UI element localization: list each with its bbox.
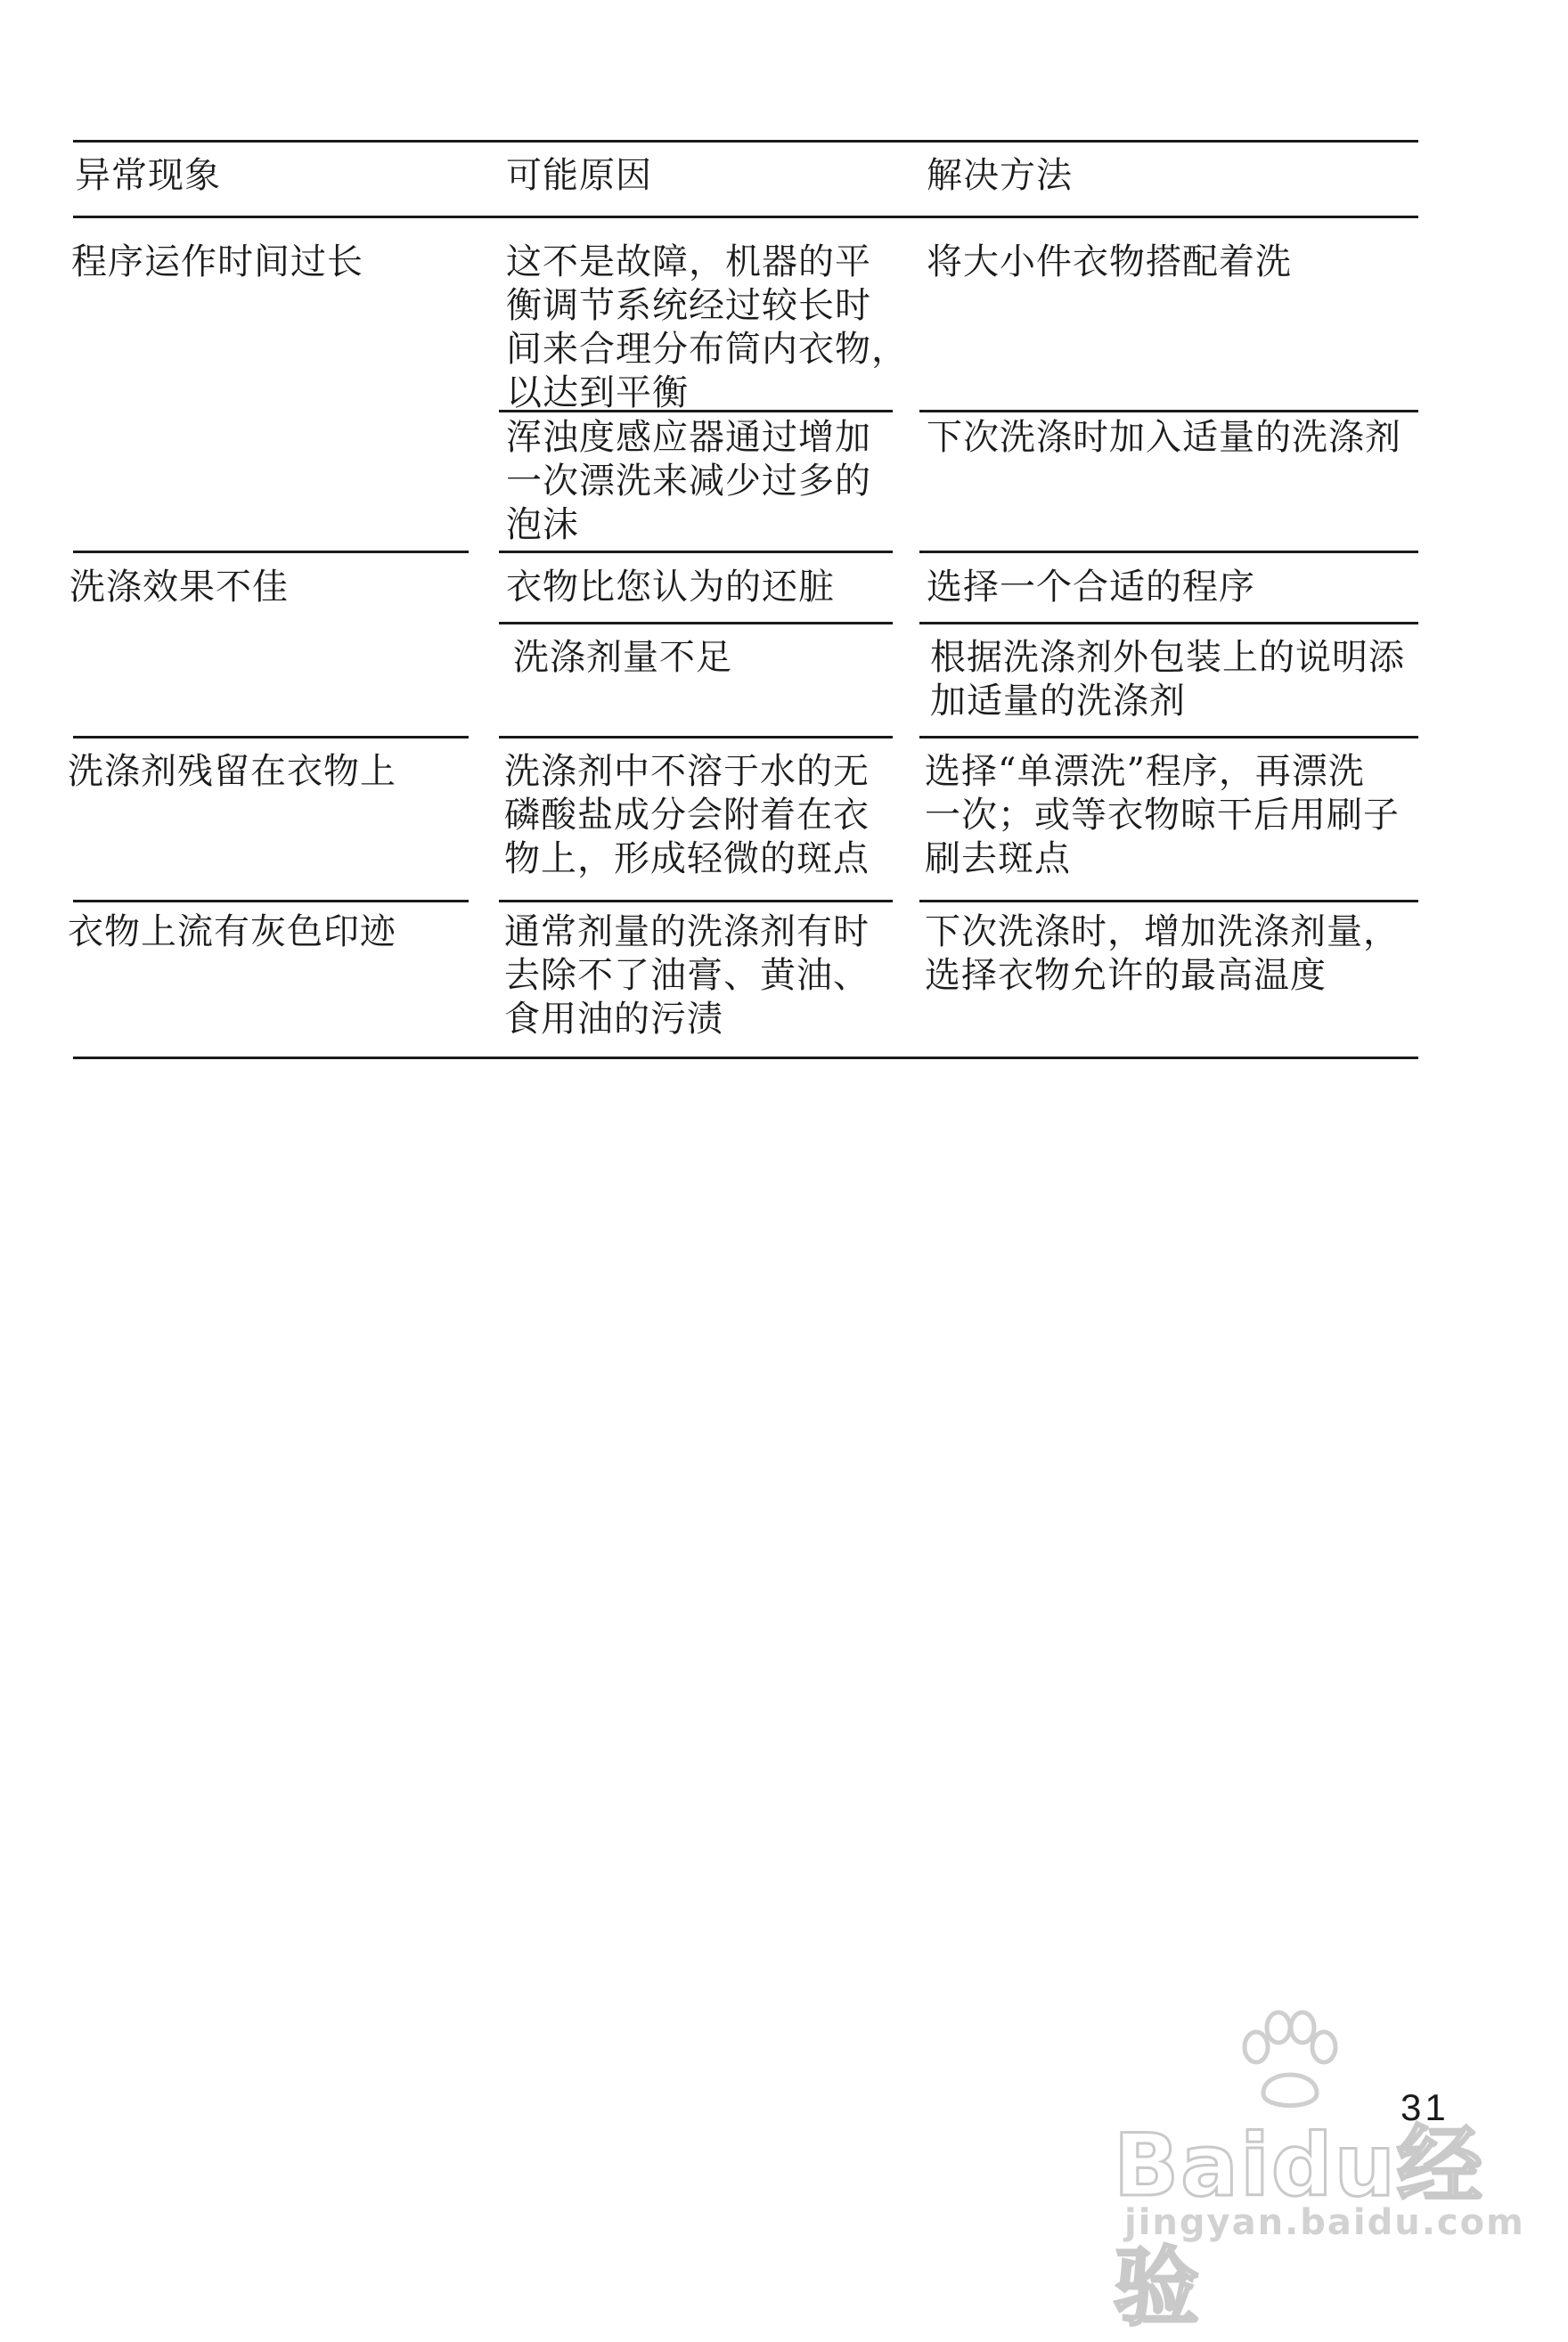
cause-cell: 衣物比您认为的还脏 [506, 567, 835, 608]
row-divider [499, 551, 893, 553]
cause-cell: 洗涤剂中不溶于水的无 磷酸盐成分会附着在衣 物上，形成轻微的斑点 [504, 751, 870, 879]
watermark-brand: Baidu经验 [1114, 2116, 1484, 2338]
cause-cell: 洗涤剂量不足 [513, 637, 732, 678]
header-cause: 可能原因 [506, 155, 652, 196]
row-divider [919, 736, 1418, 739]
solution-cell: 选择一个合适的程序 [927, 567, 1255, 608]
header-solution: 解决方法 [927, 155, 1073, 196]
row-divider [919, 551, 1418, 553]
symptom-cell: 洗涤剂残留在衣物上 [68, 751, 396, 792]
header-bottom-rule [73, 216, 1418, 218]
symptom-cell: 衣物上流有灰色印迹 [68, 911, 396, 952]
row-divider [919, 900, 1418, 902]
row-divider [499, 622, 893, 624]
page-number: 31 [1401, 2086, 1450, 2128]
watermark-url: jingyan.baidu.com [1124, 2202, 1525, 2243]
solution-cell: 根据洗涤剂外包装上的说明添 加适量的洗涤剂 [930, 637, 1405, 722]
cause-cell: 这不是故障，机器的平 衡调节系统经过较长时 间来合理分布筒内衣物， 以达到平衡 [506, 241, 908, 413]
cause-cell: 通常剂量的洗涤剂有时 去除不了油膏、黄油、 食用油的污渍 [504, 911, 870, 1040]
solution-cell: 下次洗涤时加入适量的洗涤剂 [927, 417, 1401, 458]
baidu-jingyan-watermark [1096, 2004, 1525, 2338]
row-divider [73, 736, 469, 739]
symptom-cell: 程序运作时间过长 [71, 241, 363, 282]
solution-cell: 下次洗涤时，增加洗涤剂量， 选择衣物允许的最高温度 [925, 911, 1400, 996]
row-divider [73, 900, 469, 902]
row-divider [499, 736, 893, 739]
cause-cell: 浑浊度感应器通过增加 一次漂洗来减少过多的 泡沫 [506, 417, 871, 545]
header-symptom: 异常现象 [75, 155, 221, 196]
row-divider [919, 410, 1418, 412]
row-divider [73, 551, 469, 553]
symptom-cell: 洗涤效果不佳 [69, 567, 289, 608]
row-divider [499, 900, 893, 902]
solution-cell: 选择“单漂洗”程序，再漂洗 一次；或等衣物晾干后用刷子 刷去斑点 [925, 751, 1400, 879]
solution-cell: 将大小件衣物搭配着洗 [927, 241, 1292, 282]
table-top-rule [73, 140, 1418, 143]
table-bottom-rule [73, 1057, 1418, 1059]
row-divider [919, 622, 1418, 624]
